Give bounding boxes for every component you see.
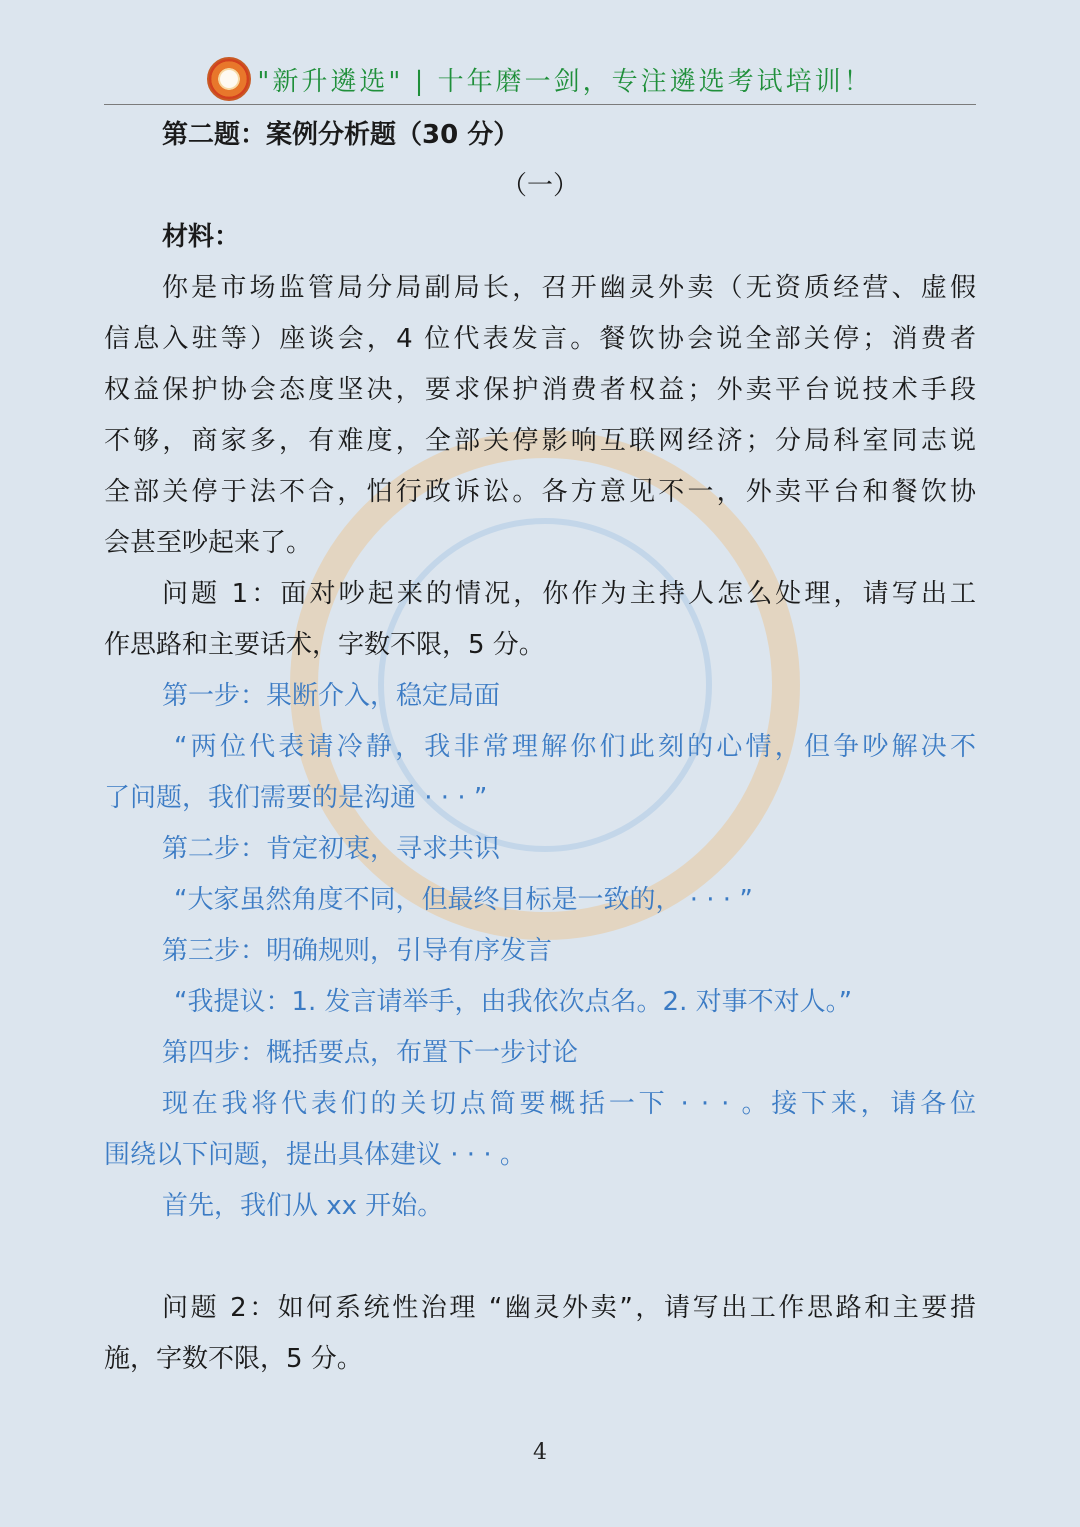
logo-icon	[207, 57, 251, 101]
answer-step-1-quote: “两位代表请冷静，我非常理解你们此刻的心情，但争吵解决不	[174, 732, 976, 762]
answer-step-3-quote: “我提议：1. 发言请举手，由我依次点名。2. 对事不对人。”	[174, 987, 853, 1017]
material-line: 全部关停于法不合，怕行政诉讼。各方意见不一，外卖平台和餐饮协	[104, 477, 976, 507]
question-1-line: 作思路和主要话术，字数不限，5 分。	[104, 630, 545, 660]
answer-step-4-text: 围绕以下问题，提出具体建议 · · · 。	[104, 1140, 526, 1170]
answer-step-1-quote: 了问题，我们需要的是沟通 · · · ”	[104, 783, 488, 813]
answer-step-2: 第二步：肯定初衷，寻求共识	[162, 834, 501, 864]
material-line: 信息入驻等）座谈会，4 位代表发言。餐饮协会说全部关停；消费者	[104, 324, 976, 354]
material-line: 不够，商家多，有难度，全部关停影响互联网经济；分局科室同志说	[104, 426, 976, 456]
question-1-line: 问题 1：面对吵起来的情况，你作为主持人怎么处理，请写出工	[162, 579, 976, 609]
answer-step-4-text: 现在我将代表们的关切点简要概括一下 · · · 。接下来，请各位	[162, 1089, 976, 1119]
material-label: 材料：	[162, 222, 241, 252]
answer-step-3: 第三步：明确规则，引导有序发言	[162, 936, 553, 966]
answer-step-1: 第一步：果断介入，稳定局面	[162, 681, 501, 711]
material-line: 会甚至吵起来了。	[104, 528, 313, 558]
answer-step-4: 第四步：概括要点，布置下一步讨论	[162, 1038, 579, 1068]
material-line: 你是市场监管局分局副局长，召开幽灵外卖（无资质经营、虚假	[162, 273, 976, 303]
answer-step-4-text: 首先，我们从 xx 开始。	[162, 1191, 444, 1221]
question-title: 第二题：案例分析题（30 分）	[162, 120, 520, 150]
question-2-line: 问题 2：如何系统性治理 “幽灵外卖”，请写出工作思路和主要措	[162, 1293, 976, 1323]
question-2-line: 施，字数不限，5 分。	[104, 1344, 363, 1374]
header-slogan: "新升遴选" | 十年磨一剑，专注遴选考试培训！	[257, 66, 873, 97]
answer-step-2-quote: “大家虽然角度不同，但最终目标是一致的， · · · ”	[174, 885, 753, 915]
page-number: 4	[533, 1440, 547, 1465]
document-body	[104, 110, 976, 1385]
material-line: 权益保护协会态度坚决，要求保护消费者权益；外卖平台说技术手段	[104, 375, 976, 405]
section-number: （一）	[500, 171, 579, 201]
page-header	[104, 54, 976, 105]
